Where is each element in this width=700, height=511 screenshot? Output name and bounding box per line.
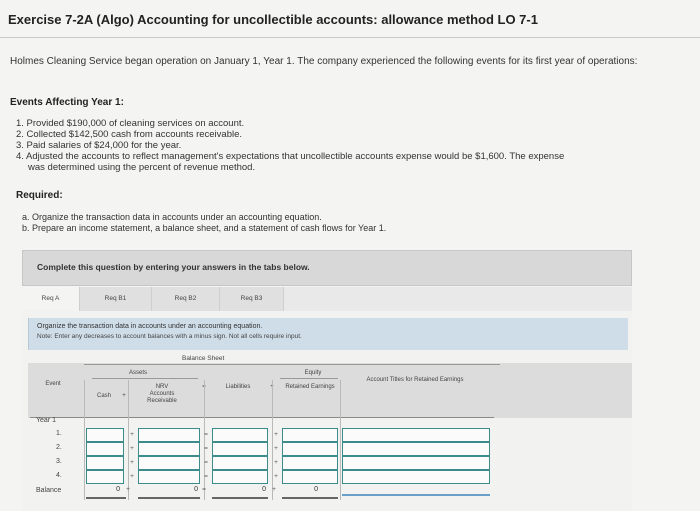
required-list — [22, 212, 622, 234]
row-label-2: 2. — [56, 444, 62, 451]
retained-input-1[interactable] — [282, 428, 338, 442]
events-heading: Events Affecting Year 1: — [10, 97, 124, 108]
liabilities-double-underline — [212, 497, 268, 499]
col-sep — [84, 380, 85, 500]
instruction-box — [28, 318, 628, 350]
row-label-3: 3. — [56, 458, 62, 465]
plus-op: + — [122, 393, 126, 399]
col-sep — [340, 380, 341, 500]
tab-req-b1[interactable]: Req B1 — [80, 287, 152, 311]
complete-instructions-bar — [22, 250, 632, 286]
cash-input-3[interactable] — [86, 456, 124, 470]
plus-op: + — [130, 431, 134, 438]
instruction-text: Organize the transaction data in accounts under an accounting equation. — [37, 323, 263, 330]
retained-balance: 0 — [314, 486, 318, 493]
plus-op: + — [126, 486, 130, 493]
liabilities-header: Liabilities — [225, 384, 251, 390]
retained-earnings-header: Retained Earnings — [285, 384, 335, 390]
intro-text: Holmes Cleaning Service began operation on January 1, Year 1. The company experienced the following events for its first year of operations: — [10, 56, 638, 67]
retained-input-4[interactable] — [282, 470, 338, 484]
nrv-input-2[interactable] — [138, 442, 200, 456]
equals-op: = — [204, 459, 208, 466]
event-item: 3. Paid salaries of $24,000 for the year. — [16, 140, 182, 151]
account-title-input-1[interactable] — [342, 428, 490, 442]
cash-header: Cash — [96, 393, 111, 399]
nrv-input-1[interactable] — [138, 428, 200, 442]
events-list — [16, 118, 656, 173]
nrv-header: NRV — [155, 384, 169, 390]
plus-op: + — [130, 445, 134, 452]
cash-double-underline — [86, 497, 126, 499]
required-item: b. Prepare an income statement, a balance sheet, and a statement of cash flows for Year 1. — [22, 223, 387, 233]
cash-balance: 0 — [116, 486, 120, 493]
complete-instructions-text: Complete this question by entering your answers in the tabs below. — [37, 262, 310, 272]
event-item: 2. Collected $142,500 cash from accounts receivable. — [16, 129, 243, 140]
plus-op: + — [130, 459, 134, 466]
account-title-input-2[interactable] — [342, 442, 490, 456]
equals-op: = — [202, 486, 206, 493]
cash-input-1[interactable] — [86, 428, 124, 442]
nrv-balance: 0 — [194, 486, 198, 493]
exercise-title: Exercise 7-2A (Algo) Accounting for uncollectible accounts: allowance method LO 7-1 — [8, 12, 538, 27]
event-item: 4. Adjusted the accounts to reflect management's expectations that uncollectible accounts expense would be $1,600. The expense — [16, 151, 565, 162]
nrv-double-underline — [138, 497, 200, 499]
event-item-continued: was determined using the percent of revenue method. — [28, 162, 256, 173]
row-label-year: Year 1 — [36, 417, 56, 424]
equity-header: Equity — [304, 370, 322, 376]
retained-input-3[interactable] — [282, 456, 338, 470]
row-label-4: 4. — [56, 472, 62, 479]
tab-req-b3[interactable]: Req B3 — [220, 287, 284, 311]
nrv-input-4[interactable] — [138, 470, 200, 484]
cash-input-4[interactable] — [86, 470, 124, 484]
header-rule — [84, 364, 500, 365]
plus-op: + — [274, 431, 278, 438]
row-label-1: 1. — [56, 430, 62, 437]
account-titles-header: Account Titles for Retained Earnings — [366, 377, 464, 383]
plus-op: + — [274, 445, 278, 452]
plus-op: + — [274, 459, 278, 466]
assets-header: Assets — [128, 370, 147, 376]
liabilities-input-4[interactable] — [212, 470, 268, 484]
required-item: a. Organize the transaction data in accounts under an accounting equation. — [22, 212, 322, 222]
header-bottom-rule — [30, 417, 494, 418]
equals-op: = — [204, 473, 208, 480]
retained-input-2[interactable] — [282, 442, 338, 456]
col-sep — [128, 380, 129, 500]
accounts-receivable-header: Accounts Receivable — [147, 391, 177, 404]
instruction-note: Note: Enter any decreases to account balances with a minus sign. Not all cells require input. — [37, 333, 302, 340]
col-sep — [204, 380, 205, 500]
required-heading: Required: — [16, 190, 63, 201]
liabilities-input-1[interactable] — [212, 428, 268, 442]
account-title-rule — [342, 494, 490, 496]
account-title-input-3[interactable] — [342, 456, 490, 470]
plus-op: + — [130, 473, 134, 480]
event-header: Event — [45, 381, 61, 387]
col-sep — [272, 380, 273, 500]
cash-input-2[interactable] — [86, 442, 124, 456]
nrv-input-3[interactable] — [138, 456, 200, 470]
equals-op: = — [204, 431, 208, 438]
tab-req-b2[interactable]: Req B2 — [152, 287, 220, 311]
tab-req-a[interactable]: Req A — [22, 287, 80, 311]
retained-double-underline — [282, 497, 338, 499]
assets-rule — [92, 378, 198, 379]
account-title-input-4[interactable] — [342, 470, 490, 484]
liabilities-input-2[interactable] — [212, 442, 268, 456]
title-divider — [0, 37, 700, 38]
event-item: 1. Provided $190,000 of cleaning services on account. — [16, 118, 245, 129]
liabilities-input-3[interactable] — [212, 456, 268, 470]
plus-op: + — [272, 486, 276, 493]
equity-rule — [280, 378, 338, 379]
balance-sheet-header: Balance Sheet — [182, 355, 225, 362]
row-label-balance: Balance — [36, 487, 62, 494]
liabilities-balance: 0 — [262, 486, 266, 493]
tab-bar — [22, 287, 632, 311]
equals-op: = — [204, 445, 208, 452]
plus-op: + — [274, 473, 278, 480]
